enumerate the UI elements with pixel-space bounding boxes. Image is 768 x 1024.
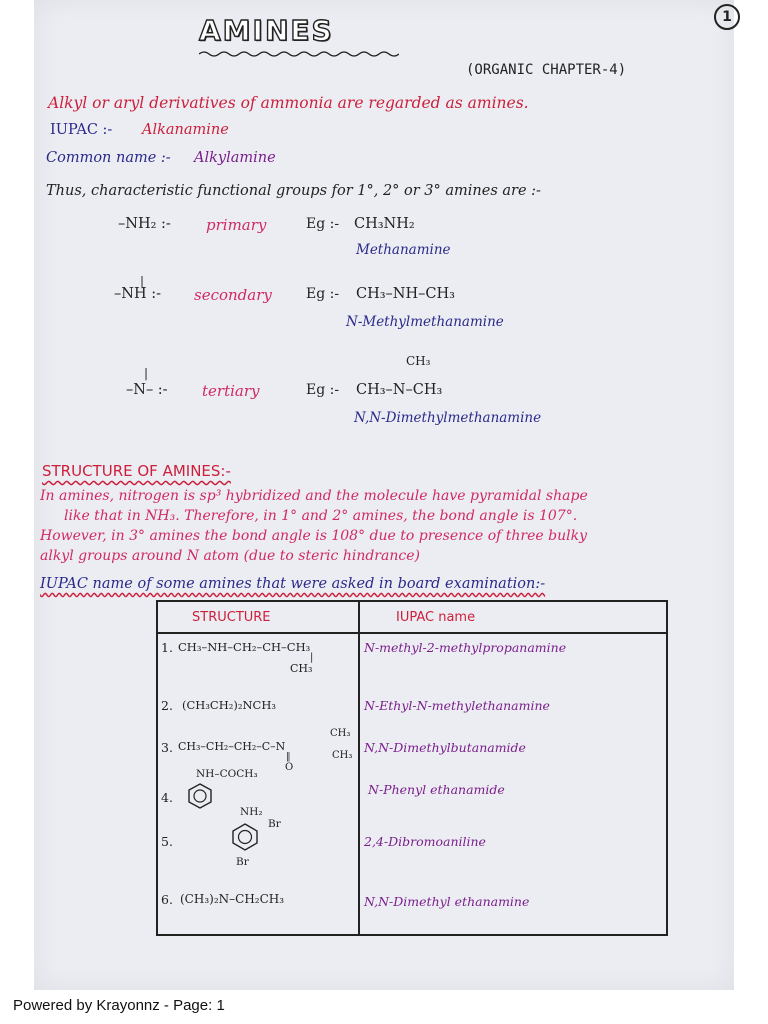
- row-6-structure: (CH₃)₂N–CH₂CH₃: [180, 892, 285, 906]
- row-2-number: 2.: [161, 698, 173, 713]
- row-5-number: 5.: [161, 834, 173, 849]
- tertiary-example: CH₃–N–CH₃: [356, 382, 443, 398]
- iupac-label: IUPAC :-: [50, 122, 113, 138]
- secondary-eg: Eg :-: [306, 286, 340, 302]
- common-name-value: Alkylamine: [194, 150, 276, 166]
- iupac-examples-heading: IUPAC name of some amines that were asked in board examination:-: [40, 576, 546, 592]
- structure-line-1: In amines, nitrogen is sp³ hybridized and the molecule have pyramidal shape: [40, 488, 588, 504]
- table-header-iupac: IUPAC name: [396, 610, 476, 625]
- structure-line-3: However, in 3° amines the bond angle is 108° due to presence of three bulky: [40, 528, 587, 544]
- primary-example: CH₃NH₂: [354, 216, 415, 232]
- tertiary-formula: –N– :-: [126, 382, 168, 398]
- row-3-number: 3.: [161, 740, 173, 755]
- primary-eg: Eg :-: [306, 216, 340, 232]
- row-1-structure: CH₃–NH–CH₂–CH–CH₃: [178, 640, 311, 654]
- common-name-label: Common name :-: [46, 150, 171, 166]
- tertiary-bond: |: [144, 366, 149, 380]
- secondary-example: CH₃–NH–CH₃: [356, 286, 455, 302]
- table-column-divider: [358, 602, 360, 934]
- row-4-substituent: NH–COCH₃: [196, 768, 258, 780]
- row-5-amino: NH₂: [240, 806, 263, 818]
- row-3-structure: CH₃–CH₂–CH₂–C–N: [178, 740, 286, 753]
- row-1-name: N-methyl-2-methylpropanamine: [364, 640, 567, 655]
- note-page: [34, 0, 734, 990]
- footer-text: Powered by Krayonnz - Page: 1: [13, 997, 225, 1014]
- structure-line-4: alkyl groups around N atom (due to steric hindrance): [40, 548, 420, 564]
- table-header-divider: [158, 632, 666, 634]
- primary-label: primary: [206, 216, 267, 234]
- tertiary-name: N,N-Dimethylmethanamine: [354, 410, 542, 426]
- groups-intro-text: Thus, characteristic functional groups for 1°, 2° or 3° amines are :-: [46, 183, 541, 199]
- tertiary-top-methyl: CH₃: [406, 354, 431, 368]
- secondary-label: secondary: [194, 286, 272, 304]
- secondary-name: N-Methylmethanamine: [346, 314, 504, 330]
- primary-name: Methanamine: [356, 242, 451, 258]
- row-3-branch-top: CH₃: [330, 728, 351, 739]
- chapter-label: (ORGANIC CHAPTER-4): [466, 62, 627, 78]
- amine-names-table: [156, 600, 668, 936]
- tertiary-eg: Eg :-: [306, 382, 340, 398]
- tertiary-label: tertiary: [202, 382, 260, 400]
- row-5-name: 2,4-Dibromoaniline: [364, 834, 486, 849]
- row-1-number: 1.: [161, 640, 173, 655]
- row-5-side-bromo: Br: [268, 818, 281, 830]
- row-1-branch-bond: |: [310, 652, 314, 663]
- row-5-bottom-bromo: Br: [236, 856, 249, 868]
- row-3-double-bond: ‖: [286, 752, 291, 762]
- structure-heading: STRUCTURE OF AMINES:-: [42, 462, 231, 480]
- row-6-name: N,N-Dimethyl ethanamine: [364, 894, 530, 909]
- definition-text: Alkyl or aryl derivatives of ammonia are regarded as amines.: [48, 94, 529, 112]
- page-number-badge: 1: [714, 4, 740, 30]
- row-1-branch: CH₃: [290, 662, 313, 675]
- secondary-bond: |: [140, 274, 145, 288]
- title-underline: [199, 50, 399, 58]
- structure-line-2: like that in NH₃. Therefore, in 1° and 2° amines, the bond angle is 107°.: [64, 508, 578, 524]
- row-2-name: N-Ethyl-N-methylethanamine: [364, 698, 550, 713]
- row-4-number: 4.: [161, 790, 173, 805]
- secondary-formula: –NH :-: [114, 286, 161, 302]
- table-header-structure: STRUCTURE: [192, 610, 271, 625]
- row-6-number: 6.: [161, 892, 173, 907]
- row-2-structure: (CH₃CH₂)₂NCH₃: [182, 698, 276, 712]
- row-3-branch-bottom: CH₃: [332, 750, 353, 761]
- page-title: AMINES: [199, 14, 334, 47]
- row-4-name: N-Phenyl ethanamide: [368, 782, 505, 797]
- iupac-value: Alkanamine: [142, 122, 229, 138]
- primary-formula: –NH₂ :-: [118, 216, 171, 232]
- row-4-benzene-ring: [186, 782, 214, 810]
- row-5-benzene-ring: [230, 822, 260, 852]
- row-3-oxygen: O: [285, 762, 294, 773]
- row-3-name: N,N-Dimethylbutanamide: [364, 740, 526, 755]
